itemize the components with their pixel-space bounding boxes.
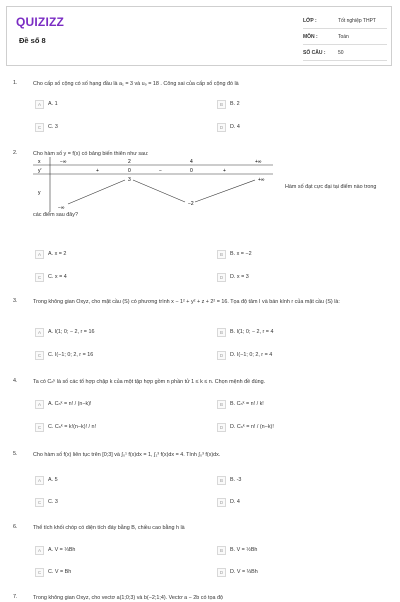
question-text: Thể tích khối chóp có diện tích đáy bằng B, chiều cao bằng h là bbox=[33, 525, 185, 531]
option-c[interactable] bbox=[35, 496, 185, 508]
vt-yp-value: 0 bbox=[128, 168, 131, 174]
question-text: Ta có Cₙᵏ là số các tổ hợp chập k của một tập hợp gồm n phần tử 1 ≤ k ≤ n. Chọn mệnh đề đúng. bbox=[33, 379, 266, 385]
document-title: Đề số 8 bbox=[19, 36, 46, 45]
option-text: C. Cₙᵏ = k!(n−k)! / n! bbox=[48, 424, 97, 430]
vt-yp-value: − bbox=[159, 168, 162, 174]
question-text: Trong không gian Oxyz, cho mặt cầu (S) có phương trình x − 1² + y² + z + 2² = 16. Tọa độ tâm I và bán kính r của mặt cầu (S) là: bbox=[33, 299, 340, 305]
vt-x-value: 4 bbox=[190, 159, 193, 165]
option-d[interactable] bbox=[217, 121, 367, 133]
vt-arrow-down bbox=[133, 180, 185, 202]
question-number: 7. bbox=[13, 594, 18, 600]
option-text: A. V = ⅓Bh bbox=[48, 547, 76, 553]
option-d[interactable] bbox=[217, 566, 367, 578]
option-text: D. I(−1; 0; 2, r = 4 bbox=[230, 352, 273, 358]
vt-y-label: y bbox=[38, 190, 41, 196]
question-number: 4. bbox=[13, 378, 18, 384]
option-letter: D bbox=[217, 498, 226, 507]
option-text: A. Cₙᵏ = n! / (n−k)! bbox=[48, 401, 92, 407]
option-text: B. Cₙᵏ = n! / k! bbox=[230, 401, 264, 407]
option-a[interactable] bbox=[35, 474, 185, 486]
option-letter: D bbox=[217, 273, 226, 282]
option-text: B. I(1; 0; − 2, r = 4 bbox=[230, 329, 274, 335]
question-text-after: Hàm số đạt cực đại tại điểm nào trong bbox=[285, 184, 377, 190]
option-c[interactable] bbox=[35, 121, 185, 133]
option-text: B. V = ½Bh bbox=[230, 547, 258, 553]
vt-yp-value: + bbox=[223, 168, 226, 174]
option-letter: C bbox=[35, 498, 44, 507]
option-d[interactable] bbox=[217, 349, 367, 361]
option-text: D. 4 bbox=[230, 499, 240, 505]
option-letter: D bbox=[217, 568, 226, 577]
option-a[interactable] bbox=[35, 248, 185, 260]
option-c[interactable] bbox=[35, 566, 185, 578]
quizizz-logo: QUIZIZZ bbox=[16, 15, 65, 29]
option-letter: D bbox=[217, 123, 226, 132]
option-letter: B bbox=[217, 250, 226, 259]
quiz-header bbox=[6, 6, 392, 66]
option-c[interactable] bbox=[35, 349, 185, 361]
option-b[interactable] bbox=[217, 326, 367, 338]
meta-value: Toán bbox=[338, 33, 349, 40]
option-a[interactable] bbox=[35, 98, 185, 110]
meta-table bbox=[303, 13, 387, 61]
meta-row-count bbox=[303, 45, 387, 61]
meta-value: Tốt nghiệp THPT bbox=[338, 17, 376, 24]
option-b[interactable] bbox=[217, 398, 367, 410]
question-text: Cho hàm số y = f(x) có bảng biến thiên như sau: bbox=[33, 151, 149, 157]
vt-yp-label: y' bbox=[38, 168, 42, 174]
vt-yp-value: + bbox=[96, 168, 99, 174]
question-text: Trong không gian Oxyz, cho vectơ a(1;0;3) và b(−2;1;4). Vectơ a − 2b có tọa độ bbox=[33, 595, 223, 601]
option-text: D. Cₙᵏ = n! / (n−k)! bbox=[230, 424, 274, 430]
option-c[interactable] bbox=[35, 271, 185, 283]
vt-yp-value: 0 bbox=[190, 168, 193, 174]
option-text: B. 2 bbox=[230, 101, 240, 107]
option-letter: B bbox=[217, 328, 226, 337]
option-letter: A bbox=[35, 250, 44, 259]
meta-value: 50 bbox=[338, 49, 344, 56]
vt-arrow-up bbox=[68, 180, 125, 204]
option-text: C. 3 bbox=[48, 124, 58, 130]
option-letter: B bbox=[217, 546, 226, 555]
option-letter: A bbox=[35, 328, 44, 337]
question-number: 6. bbox=[13, 524, 18, 530]
meta-row-class bbox=[303, 13, 387, 29]
option-letter: D bbox=[217, 351, 226, 360]
option-b[interactable] bbox=[217, 98, 367, 110]
question-number: 1. bbox=[13, 80, 18, 86]
option-text: C. x = 4 bbox=[48, 274, 67, 280]
option-text: B. -3 bbox=[230, 477, 242, 483]
option-text: A. 5 bbox=[48, 477, 58, 483]
question-text-after2: các điểm sau đây? bbox=[33, 212, 78, 218]
option-d[interactable] bbox=[217, 421, 367, 433]
option-text: A. x = 2 bbox=[48, 251, 67, 257]
question-number: 5. bbox=[13, 451, 18, 457]
option-a[interactable] bbox=[35, 398, 185, 410]
question-text: Cho cấp số cộng có số hạng đầu là a₁ = 3 và u₉ = 18 . Công sai của cấp số cộng đó là bbox=[33, 81, 239, 87]
option-letter: A bbox=[35, 546, 44, 555]
option-text: A. I(1; 0; − 2, r = 16 bbox=[48, 329, 95, 335]
meta-row-subject bbox=[303, 29, 387, 45]
option-b[interactable] bbox=[217, 544, 367, 556]
option-c[interactable] bbox=[35, 421, 185, 433]
option-letter: C bbox=[35, 568, 44, 577]
option-letter: A bbox=[35, 100, 44, 109]
meta-label: SỐ CÂU : bbox=[303, 49, 326, 56]
option-text: B. x = −2 bbox=[230, 251, 252, 257]
option-text: C. 3 bbox=[48, 499, 58, 505]
option-letter: C bbox=[35, 273, 44, 282]
vt-arrow-up bbox=[195, 180, 255, 202]
option-a[interactable] bbox=[35, 544, 185, 556]
vt-y-value: −∞ bbox=[58, 205, 65, 211]
vt-x-value: +∞ bbox=[255, 159, 262, 165]
option-letter: D bbox=[217, 423, 226, 432]
option-letter: A bbox=[35, 400, 44, 409]
option-letter: C bbox=[35, 123, 44, 132]
option-letter: C bbox=[35, 423, 44, 432]
meta-label: LỚP : bbox=[303, 17, 317, 24]
vt-y-value: 3 bbox=[128, 177, 131, 183]
question-number: 2. bbox=[13, 150, 18, 156]
option-d[interactable] bbox=[217, 496, 367, 508]
option-a[interactable] bbox=[35, 326, 185, 338]
option-text: A. 1 bbox=[48, 101, 58, 107]
option-text: D. x = 3 bbox=[230, 274, 249, 280]
vt-x-label: x bbox=[38, 159, 41, 165]
option-letter: A bbox=[35, 476, 44, 485]
vt-x-value: −∞ bbox=[60, 159, 67, 165]
variation-table bbox=[33, 157, 273, 212]
option-letter: B bbox=[217, 100, 226, 109]
vt-x-value: 2 bbox=[128, 159, 131, 165]
vt-y-value: +∞ bbox=[258, 177, 265, 183]
option-b[interactable] bbox=[217, 248, 367, 260]
option-letter: B bbox=[217, 476, 226, 485]
option-text: C. V = Bh bbox=[48, 569, 72, 575]
question-text: Cho hàm số f(x) liên tục trên [0;3] và ∫₀¹ f(x)dx = 1, ∫₁³ f(x)dx = 4. Tính ∫₀³ f(x)dx. bbox=[33, 452, 221, 458]
question-number: 3. bbox=[13, 298, 18, 304]
option-text: D. V = ⅓Bh bbox=[230, 569, 258, 575]
option-text: D. 4 bbox=[230, 124, 240, 130]
option-b[interactable] bbox=[217, 474, 367, 486]
vt-y-value: −2 bbox=[188, 201, 194, 207]
option-letter: B bbox=[217, 400, 226, 409]
option-letter: C bbox=[35, 351, 44, 360]
meta-label: MÔN : bbox=[303, 33, 318, 40]
option-d[interactable] bbox=[217, 271, 367, 283]
option-text: C. I(−1; 0; 2, r = 16 bbox=[48, 352, 94, 358]
